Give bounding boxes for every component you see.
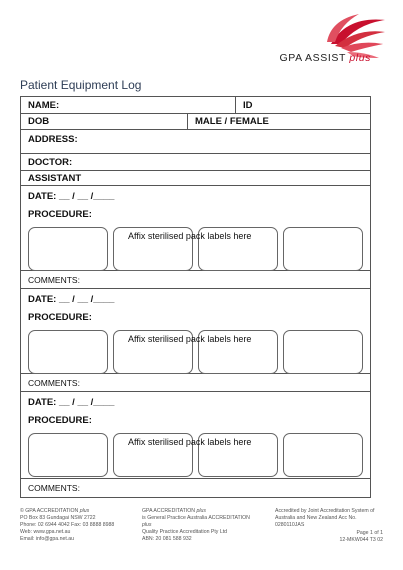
doctor-field[interactable]: DOCTOR: [28, 156, 73, 168]
footer-accreditation-line2: Australia and New Zealand Acc No. 0280110JAS [275, 515, 357, 528]
affix-instruction: Affix sterilised pack labels here [128, 334, 252, 344]
procedure-label: PROCEDURE: [28, 209, 92, 220]
footer-company-line2: plus [142, 522, 152, 528]
affix-instruction: Affix sterilised pack labels here [128, 231, 252, 241]
footer-accreditation-line1: Accredited by Joint Accreditation System of [275, 508, 375, 514]
pack-label-box[interactable] [283, 433, 363, 477]
procedure-section-1 [21, 186, 370, 271]
assistant-field[interactable]: ASSISTANT [28, 172, 82, 184]
footer-address: PO Box 83 Gundagai NSW 2722 [20, 515, 96, 521]
gender-field[interactable]: MALE / FEMALE [187, 114, 370, 129]
footer-accreditation [275, 508, 383, 543]
procedure-section-2 [21, 289, 370, 374]
id-field[interactable]: ID [235, 97, 370, 113]
comments-field[interactable]: COMMENTS: [21, 374, 370, 392]
pack-label-area [28, 433, 363, 477]
dob-field[interactable]: DOB [28, 116, 50, 127]
comments-field[interactable]: COMMENTS: [28, 483, 80, 493]
footer-email-link[interactable]: Email: info@gpa.net.au [20, 536, 75, 542]
equipment-log-form [20, 96, 371, 498]
footer-company-line1: is General Practice Australia ACCREDITATION [142, 515, 250, 521]
footer-company-line3: Quality Practice Accreditation Pty Ltd [142, 529, 228, 535]
dob-row [21, 114, 370, 130]
pack-label-area [28, 330, 363, 374]
date-field[interactable]: DATE: __ / __ /____ [28, 294, 115, 305]
logo-name: GPA ASSIST [279, 52, 346, 64]
footer-company-brand: GPA ACCREDITATION [142, 508, 196, 514]
footer-company-suffix: plus [196, 508, 207, 514]
procedure-label: PROCEDURE: [28, 312, 92, 323]
footer-company [142, 508, 250, 543]
name-field[interactable]: NAME: [28, 99, 60, 111]
footer-brand-suffix: plus [79, 508, 90, 514]
pack-label-box[interactable] [28, 227, 108, 271]
address-row [21, 130, 370, 154]
procedure-label: PROCEDURE: [28, 415, 92, 426]
affix-instruction: Affix sterilised pack labels here [128, 437, 252, 447]
pack-label-box[interactable] [28, 433, 108, 477]
pack-label-box[interactable] [283, 227, 363, 271]
footer-abn: ABN: 20 081 588 932 [142, 536, 192, 542]
footer-web-link[interactable]: Web: www.gpa.net.au [20, 529, 71, 535]
pack-label-area [28, 227, 363, 271]
date-field[interactable]: DATE: __ / __ /____ [28, 397, 115, 408]
doctor-row [21, 154, 370, 171]
logo-suffix: plus [349, 52, 371, 64]
name-row [21, 97, 370, 114]
date-field[interactable]: DATE: __ / __ /____ [28, 191, 115, 202]
address-field[interactable]: ADDRESS: [28, 134, 78, 145]
page-count: Page 1 of 1 [356, 530, 383, 536]
procedure-section-3 [21, 392, 370, 479]
assistant-row [21, 171, 370, 186]
pack-label-box[interactable] [28, 330, 108, 374]
footer-phone: Phone: 02 6944 4042 Fax: 03 8888 8988 [20, 522, 115, 528]
gpa-logo [257, 14, 387, 66]
footer-contact [20, 508, 114, 543]
comments-field[interactable]: COMMENTS: [21, 271, 370, 289]
pack-label-box[interactable] [283, 330, 363, 374]
document-code: 12-MKW044 T3 02 [339, 537, 383, 543]
page-title: Patient Equipment Log [20, 78, 142, 92]
logo-text [279, 52, 371, 64]
footer-brand: © GPA ACCREDITATION [20, 508, 79, 514]
page-number [340, 530, 383, 544]
